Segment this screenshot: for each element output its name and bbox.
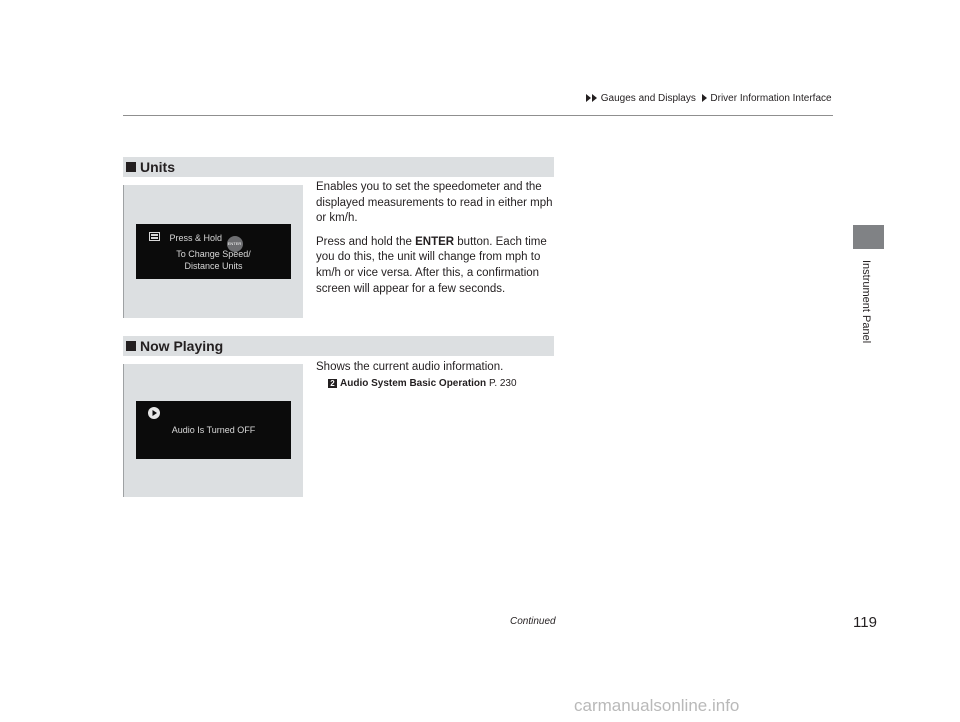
watermark: carmanualsonline.info [574,696,740,715]
now-playing-display-screen [136,401,291,459]
breadcrumb-arrow-icon [592,94,597,102]
now-playing-description [316,360,556,391]
cross-reference-page[interactable]: P. 230 [488,377,517,389]
enter-button-icon: ENTER [227,236,243,252]
chapter-tab-label: Instrument Panel [860,260,872,344]
breadcrumb-item[interactable]: Driver Information Interface [710,93,832,104]
section-heading-units: Units [123,157,554,177]
square-bullet-icon [126,162,136,172]
units-paragraph-2: Press and hold the ENTER button. Each time you do this, the unit will change from mph to km/h or vice versa. After this, a confirmation screen will appear for a few seconds. [316,235,547,295]
page-number: 119 [853,614,877,631]
units-description [316,180,556,305]
play-icon [148,407,160,419]
units-paragraph-1: Enables you to set the speedometer and the displayed measurements to read in either mph or km/h. [316,181,553,225]
now-playing-paragraph: Shows the current audio information. [316,361,504,373]
units-figure [123,185,303,318]
now-playing-figure [123,364,303,497]
units-screen-line2: To Change Speed/ [176,249,251,259]
square-bullet-icon [126,341,136,351]
breadcrumb-item[interactable]: Gauges and Displays [600,93,696,104]
enter-button-label: ENTER [415,235,455,248]
header-rule [123,115,833,116]
cross-reference-title[interactable]: Audio System Basic Operation [340,377,487,389]
section-heading-now-playing: Now Playing [123,336,554,356]
breadcrumb [586,93,832,104]
breadcrumb-arrow-icon [586,94,591,102]
units-screen-line1: Press & Hold [169,233,222,243]
chapter-tab-marker [853,225,884,249]
cross-reference-icon: 2 [328,379,337,388]
cross-reference-link[interactable] [328,376,556,392]
breadcrumb-arrow-icon [702,94,707,102]
now-playing-screen-text: Audio Is Turned OFF [171,425,256,435]
units-display-screen [136,224,291,279]
units-screen-line3: Distance Units [184,261,243,271]
continued-label: Continued [510,616,556,627]
